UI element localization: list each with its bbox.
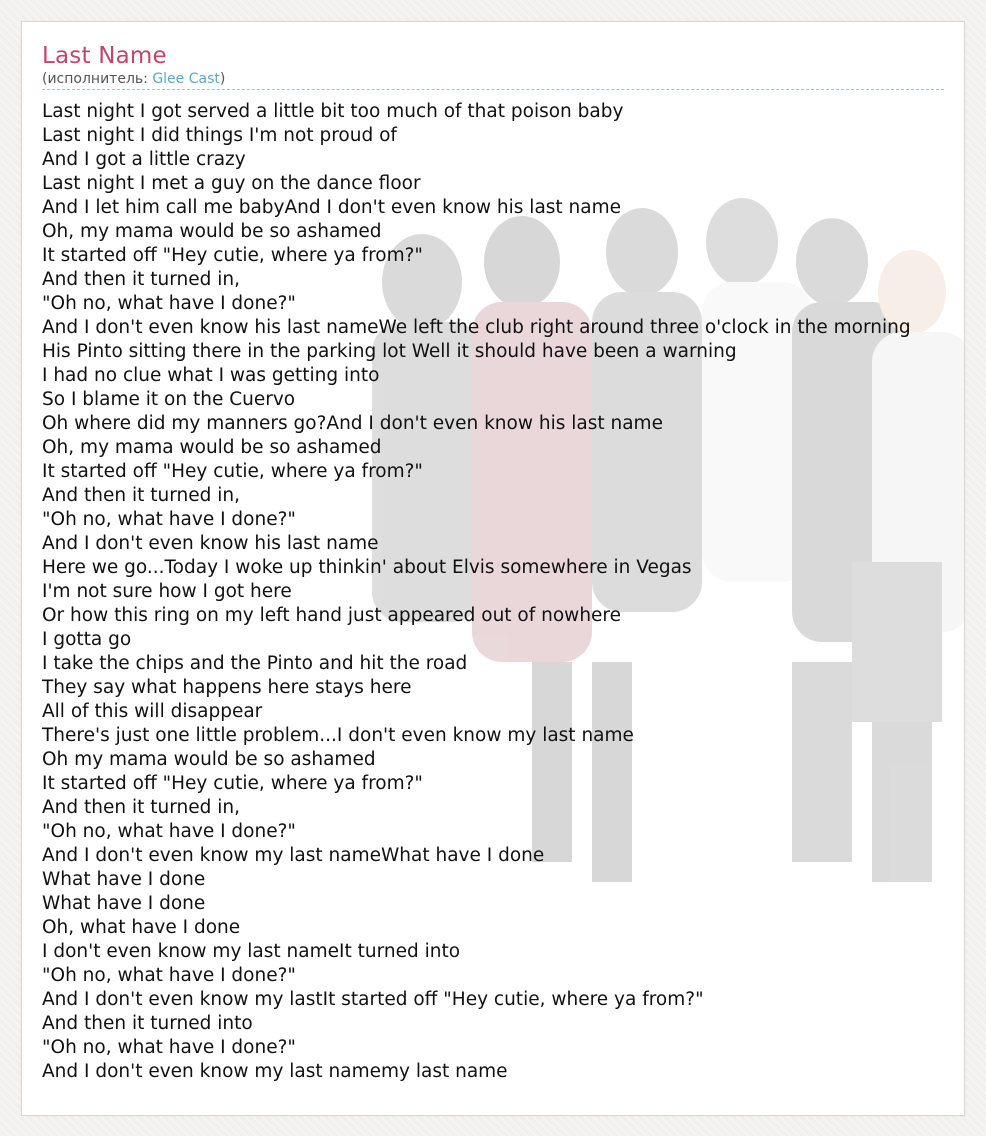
lyric-line: It started off "Hey cutie, where ya from?" bbox=[42, 773, 423, 794]
lyric-line: "Oh no, what have I done?" bbox=[42, 965, 296, 986]
lyric-line: Or how this ring on my left hand just appeared out of nowhere bbox=[42, 605, 622, 626]
lyric-line: I'm not sure how I got here bbox=[42, 581, 292, 602]
artist-line bbox=[42, 70, 944, 88]
lyric-line: And then it turned in, bbox=[42, 797, 240, 818]
lyric-line: They say what happens here stays here bbox=[42, 677, 412, 698]
lyric-line: Oh my mama would be so ashamed bbox=[42, 749, 376, 770]
lyric-line: Oh, my mama would be so ashamed bbox=[42, 221, 382, 242]
lyric-line: And then it turned in, bbox=[42, 485, 240, 506]
lyric-line: And I don't even know my last nameWhat have I done bbox=[42, 845, 545, 866]
lyric-line: Oh, what have I done bbox=[42, 917, 241, 938]
artist-link[interactable]: Glee Cast bbox=[152, 71, 220, 87]
lyric-line: I don't even know my last nameIt turned into bbox=[42, 941, 461, 962]
lyric-line: I take the chips and the Pinto and hit the road bbox=[42, 653, 468, 674]
lyric-line: "Oh no, what have I done?" bbox=[42, 293, 296, 314]
lyric-line: And I got a little crazy bbox=[42, 149, 246, 170]
lyrics-text bbox=[42, 100, 965, 1084]
artist-suffix: ) bbox=[219, 71, 226, 87]
lyric-line: Oh where did my manners go?And I don't even know his last name bbox=[42, 413, 663, 434]
header-divider bbox=[42, 89, 944, 90]
lyric-line: And I don't even know his last name bbox=[42, 533, 379, 554]
lyric-line: Oh, my mama would be so ashamed bbox=[42, 437, 382, 458]
lyric-line: I gotta go bbox=[42, 629, 132, 650]
lyric-line: What have I done bbox=[42, 893, 206, 914]
song-header bbox=[42, 42, 944, 88]
lyric-line: Here we go...Today I woke up thinkin' about Elvis somewhere in Vegas bbox=[42, 557, 692, 578]
lyric-line: And I let him call me babyAnd I don't even know his last name bbox=[42, 197, 622, 218]
lyric-line: Last night I met a guy on the dance floor bbox=[42, 173, 421, 194]
lyric-line: I had no clue what I was getting into bbox=[42, 365, 380, 386]
lyric-line: There's just one little problem...I don't even know my last name bbox=[42, 725, 634, 746]
artist-prefix: (исполнитель: bbox=[42, 71, 153, 87]
lyric-line: And I don't even know his last nameWe left the club right around three o'clock in the morning bbox=[42, 317, 911, 338]
lyric-line: It started off "Hey cutie, where ya from?" bbox=[42, 461, 423, 482]
lyric-line: What have I done bbox=[42, 869, 206, 890]
lyric-line: "Oh no, what have I done?" bbox=[42, 821, 296, 842]
lyrics-card bbox=[21, 21, 965, 1116]
lyric-line: All of this will disappear bbox=[42, 701, 263, 722]
lyric-line: So I blame it on the Cuervo bbox=[42, 389, 296, 410]
lyric-line: And I don't even know my lastIt started off "Hey cutie, where ya from?" bbox=[42, 989, 704, 1010]
lyric-line: It started off "Hey cutie, where ya from?" bbox=[42, 245, 423, 266]
lyric-line: And I don't even know my last namemy last name bbox=[42, 1061, 508, 1082]
lyric-line: "Oh no, what have I done?" bbox=[42, 509, 296, 530]
lyric-line: And then it turned in, bbox=[42, 269, 240, 290]
lyric-line: And then it turned into bbox=[42, 1013, 253, 1034]
lyric-line: Last night I did things I'm not proud of bbox=[42, 125, 397, 146]
lyric-line: "Oh no, what have I done?" bbox=[42, 1037, 296, 1058]
lyric-line: His Pinto sitting there in the parking lot Well it should have been a warning bbox=[42, 341, 737, 362]
lyric-line: Last night I got served a little bit too much of that poison baby bbox=[42, 101, 624, 122]
song-title: Last Name bbox=[42, 43, 167, 69]
